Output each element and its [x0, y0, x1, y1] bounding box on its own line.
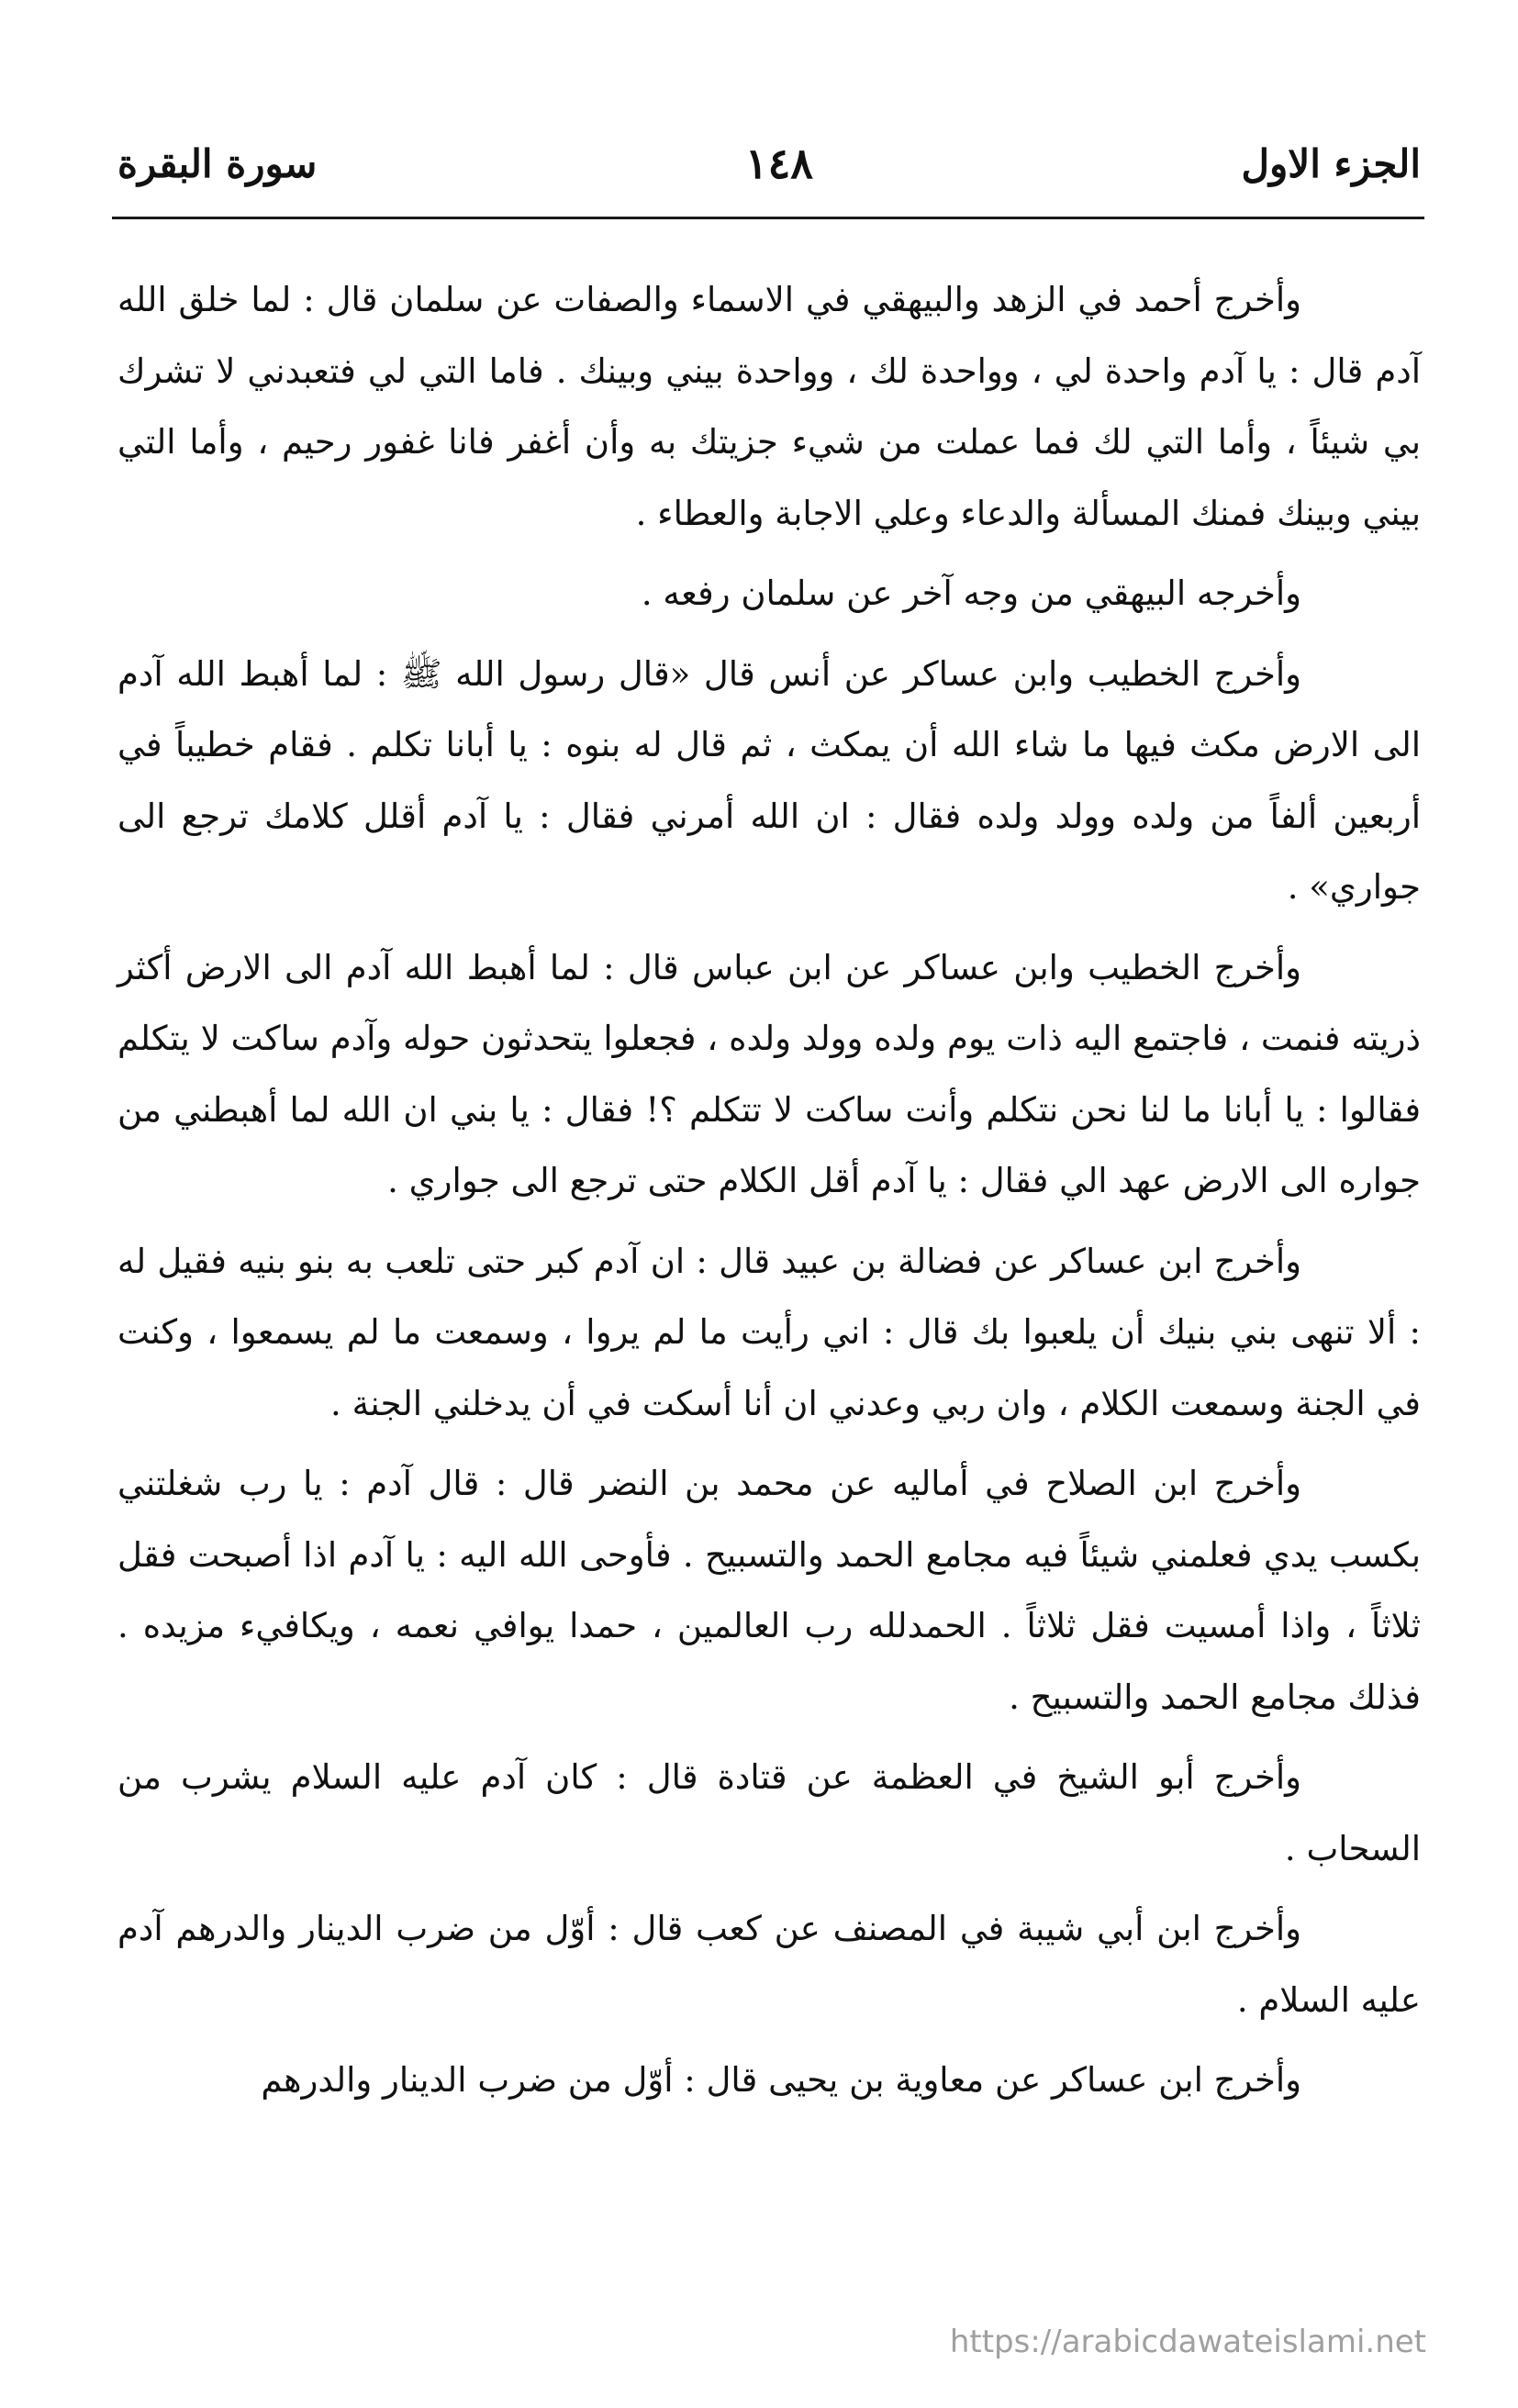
surah-title: سورة البقرة [117, 140, 318, 186]
page-number: ١٤٨ [744, 139, 813, 188]
header-divider [112, 217, 1424, 219]
paragraph-3: وأخرج الخطيب وابن عساكر عن أنس قال «قال رسول الله ﷺ : لما أهبط الله آدم الى الارض مكث فيها ما شاء الله أن يمكث ، ثم قال له بنوه : يا أبانا تكلم . فقام خطيباً في أربعين ألفاً من ولده وولد ولده فقال : ان الله أمرني فقال : يا آدم أقلل كلامك ترجع الى جواري» . [117, 653, 1421, 907]
page-header [117, 127, 1421, 200]
paragraph-8: وأخرج ابن أبي شيبة في المصنف عن كعب قال : أوّل من ضرب الدينار والدرهم آدم عليه السلام . [117, 1909, 1421, 2020]
paragraph-1: وأخرج أحمد في الزهد والبيهقي في الاسماء والصفات عن سلمان قال : لما خلق الله آدم قال : يا آدم واحدة لي ، وواحدة لك ، وواحدة بيني وبينك . فاما التي لي فتعبدني لا تشرك بي شيئاً ، وأما التي لك فما عملت من شيء جزيتك به وأن أغفر فانا غفور رحيم ، وأما التي بيني وبينك فمنك المسألة والدعاء وعلي الاجابة والعطاء . [117, 280, 1421, 533]
page-body [117, 264, 1421, 2125]
part-title: الجزء الاول [1241, 140, 1421, 186]
paragraph-2: وأخرجه البيهقي من وجه آخر عن سلمان رفعه . [641, 574, 1301, 613]
paragraph-9: وأخرج ابن عساكر عن معاوية بن يحيى قال : أوّل من ضرب الدينار والدرهم [261, 2060, 1301, 2100]
paragraph-5: وأخرج ابن عساكر عن فضالة بن عبيد قال : ان آدم كبر حتى تلعب به بنو بنيه فقيل له : ألا تنهى بني بنيك أن يلعبوا بك قال : اني رأيت ما لم يروا ، وسمعت ما لم يسمعوا ، وكنت في الجنة وسمعت الكلام ، وان ربي وعدني ان أنا أسكت في أن يدخلني الجنة . [117, 1241, 1421, 1423]
paragraph-4: وأخرج الخطيب وابن عساكر عن ابن عباس قال : لما أهبط الله آدم الى الارض أكثر ذريته فنمت ، فاجتمع اليه ذات يوم ولده وولد ولده ، فجعلوا يتحدثون حوله وآدم ساكت لا يتكلم فقالوا : يا أبانا ما لنا نحن نتكلم وأنت ساكت لا تتكلم ؟! فقال : يا بني ان الله لما أهبطني من جواره الى الارض عهد الي فقال : يا آدم أقل الكلام حتى ترجع الى جواري . [117, 947, 1421, 1200]
watermark-url: https://arabicdawateislami.net [949, 2324, 1426, 2360]
paragraph-7: وأخرج أبو الشيخ في العظمة عن قتادة قال : كان آدم عليه السلام يشرب من السحاب . [117, 1757, 1421, 1868]
paragraph-6: وأخرج ابن الصلاح في أماليه عن محمد بن النضر قال : قال آدم : يا رب شغلتني بكسب يدي فعلمني شيئاً فيه مجامع الحمد والتسبيح . فأوحى الله اليه : يا آدم اذا أصبحت فقل ثلاثاً ، واذا أمسيت فقل ثلاثاً . الحمدلله رب العالمين ، حمدا يوافي نعمه ، ويكافيء مزيده . فذلك مجامع الحمد والتسبيح . [117, 1464, 1421, 1717]
